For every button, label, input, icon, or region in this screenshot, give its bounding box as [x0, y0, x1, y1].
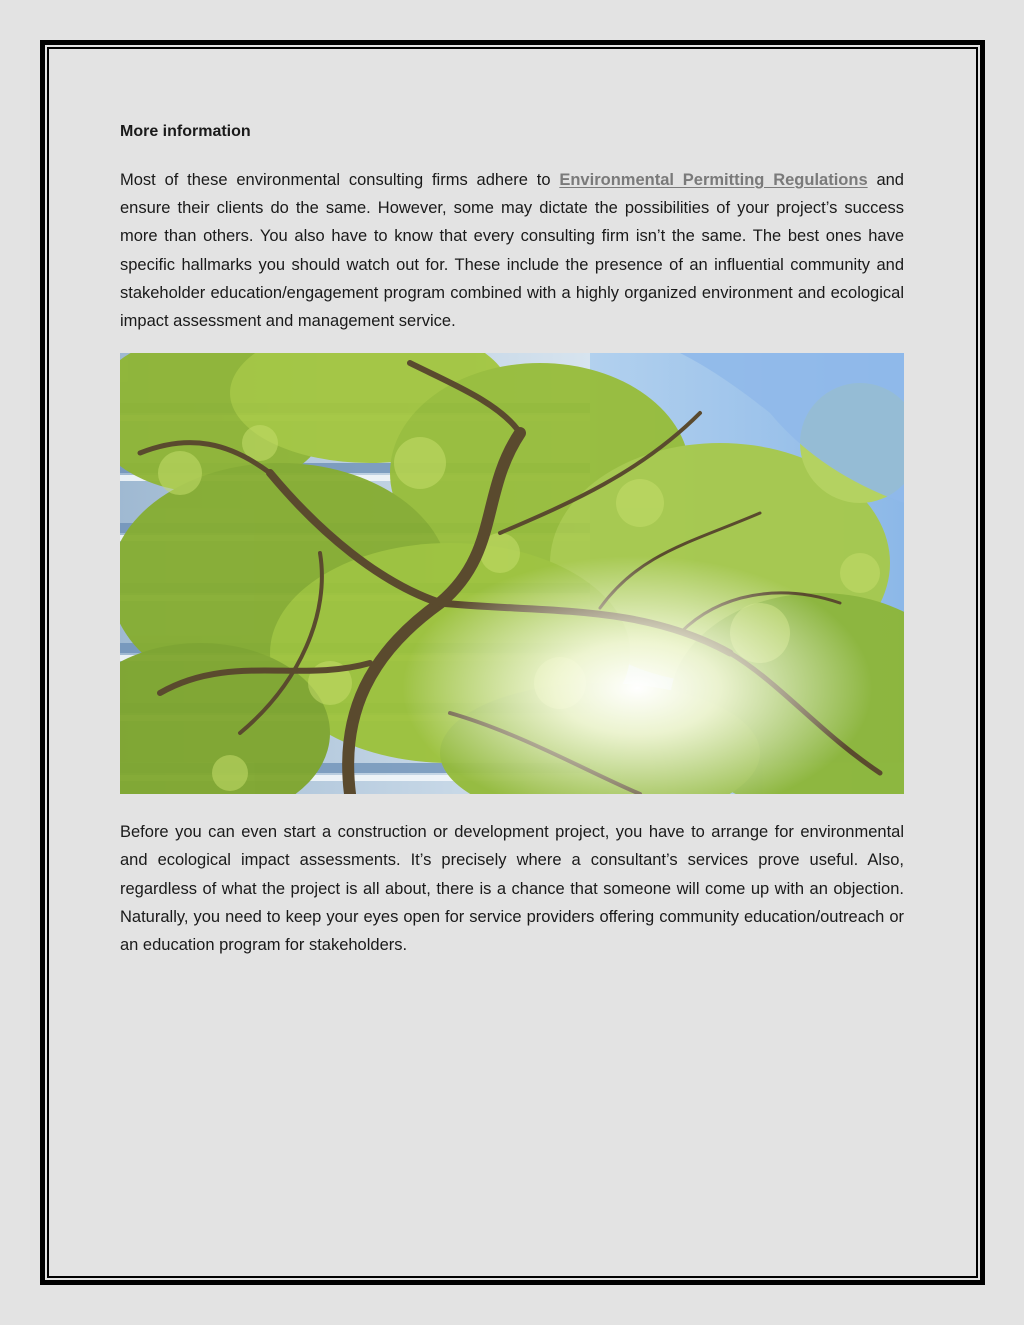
- paragraph-intro-text-end: and ensure their clients do the same. However, some may dictate the possibilities of your project’s success more than others. You also have to know that every consulting firm isn’t the same. The best ones have specific hallmarks you should watch out for. These include the presence of an influential community and stakeholder education/engagement program combined with a highly organized environment and ecological impact assessment and management service.: [120, 171, 904, 331]
- section-heading: More information: [120, 123, 251, 140]
- paragraph-assessments: Before you can even start a construction or development project, you have to arrange for environmental and ecological impact assessments. It’s precisely where a consultant’s services prove useful. Also, regardless of what the project is all about, there is a chance that someone will come up with an objection. Naturally, you need to keep your eyes open for service providers offering community education/outreach or an education program for stakeholders.: [120, 823, 904, 955]
- paragraph-intro: [120, 166, 904, 335]
- document-body: [120, 118, 904, 959]
- tree-canopy-photo: [120, 353, 904, 794]
- environmental-permitting-regulations-link[interactable]: Environmental Permitting Regulations: [559, 171, 868, 189]
- paragraph-intro-text-start: Most of these environmental consulting firms adhere to: [120, 171, 560, 189]
